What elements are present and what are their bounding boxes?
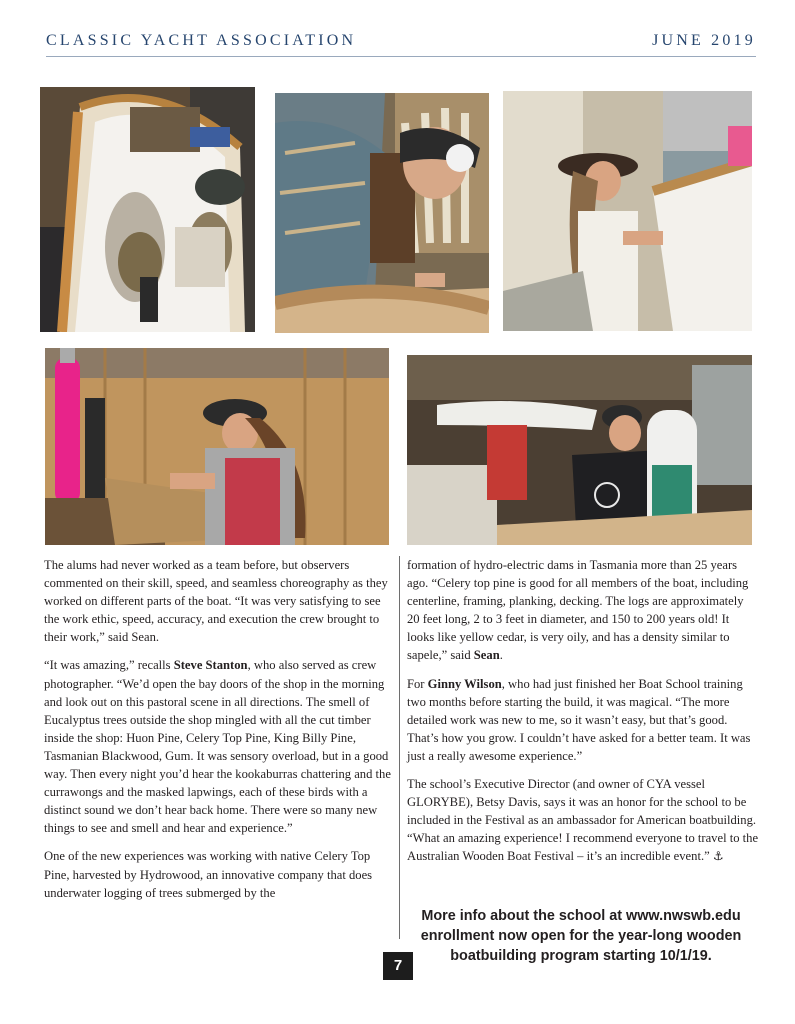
photo-student-fitting-hull	[503, 91, 752, 331]
paragraph-celery-top-pine-intro: One of the new experiences was working with native Celery Top Pine, harvested by Hydrowood, an innovative company that does underwater logging of trees submerged by the	[44, 849, 373, 900]
issue-date: JUNE 2019	[652, 32, 756, 49]
article-right-column	[407, 556, 759, 876]
name-steve-stanton: Steve Stanton	[173, 658, 248, 673]
callout-line-enrollment: enrollment now open for the year-long wooden	[420, 928, 742, 944]
name-ginny-wilson: Ginny Wilson	[427, 676, 502, 691]
page-number: 7	[383, 952, 413, 980]
paragraph-steve-stanton-quote: “It was amazing,” recalls Steve Stanton, who also served as crew photographer. “We’d open the bay doors of the shop in the morning and look out on this pastoral scene in all directions. The smell of Eucalyptus trees outside the shop mingled with all the cut timber inside the shop: Huon Pine, Celery Top Pine, King Billy Pine, Tasmanian Blackwood, Gum. It was sensory overload, but in a good way. Then every night you’d hear the kookaburras chattering and the currawongs and the masked lapwings, each of these birds with a distinct sound we don’t hear back home. There were so many new things to see and smell and hear and experience.”	[44, 658, 391, 836]
name-sean: Sean	[473, 648, 500, 663]
callout-line-program-start: boatbuilding program starting 10/1/19.	[450, 948, 712, 964]
paragraph-betsy-davis-quote: The school’s Executive Director (and owner of CYA vessel GLORYBE), Betsy Davis, says it was an honor for the school to be included in the Festival as an ambassador for American boatbuilding. “What an amazing experience! I recommend everyone to travel to the Australian Wooden Boat Festival – it’s an incredible event.” ⚓	[407, 777, 759, 864]
paragraph-hydro-dams: formation of hydro-electric dams in Tasmania more than 25 years ago. “Celery top pine is good for all members of the boat, including centerline, framing, planking, decking. The logs are approximately 20 feet long, 2 to 3 feet in diameter, and 150 to 200 years old! It looks like yellow cedar, is very oily, and has a density similar to sapele,” said Sean.	[407, 558, 749, 663]
callout-line-website: More info about the school at www.nwswb.edu	[421, 908, 741, 924]
school-info-callout	[408, 906, 754, 966]
photo-student-planing-plank	[275, 93, 489, 333]
article-left-column	[44, 556, 394, 912]
page-header	[46, 32, 756, 56]
photo-student-at-workbench	[45, 348, 389, 545]
paragraph-team-choreography: The alums had never worked as a team before, but observers commented on their skill, speed, and seamless choreography as they worked on different parts of the boat. “It was very satisfying to see the work ethic, speed, accuracy, and execution the crew brought to their work,” said Sean.	[44, 558, 388, 645]
photo-students-inside-hull	[40, 87, 255, 332]
paragraph-ginny-wilson-quote: For Ginny Wilson, who had just finished her Boat School training two months before starting the build, it was magical. “The more detailed work was new to me, so it wasn’t easy, but that’s good. That’s how you grow. I couldn’t have asked for a better team. It was just a really awesome experience.”	[407, 676, 751, 763]
photo-student-at-bandsaw	[407, 355, 752, 545]
publication-title: CLASSIC YACHT ASSOCIATION	[46, 32, 357, 49]
header-divider	[46, 56, 756, 57]
column-divider	[399, 556, 400, 939]
anchor-icon: ⚓	[712, 849, 724, 864]
